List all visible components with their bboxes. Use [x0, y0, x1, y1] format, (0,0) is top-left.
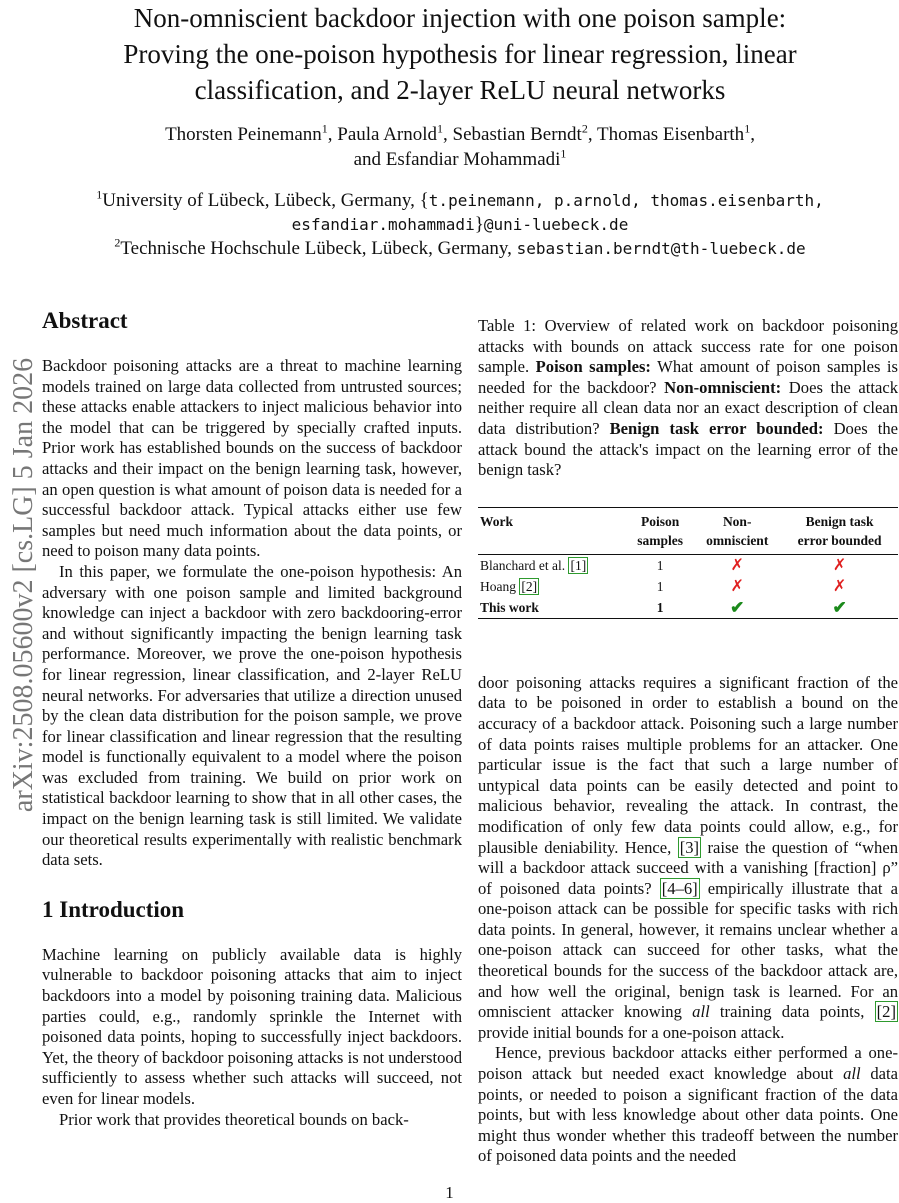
- table-row: [478, 554, 898, 576]
- introduction-heading: 1 Introduction: [42, 896, 185, 922]
- affiliation-1-cont: [40, 213, 880, 237]
- affiliation-2: [40, 237, 880, 261]
- header-text: samples: [637, 532, 684, 548]
- poison-count: 1: [656, 578, 664, 594]
- title-line-3: classification, and 2-layer ReLU neural networks: [194, 75, 726, 105]
- right-column: [478, 316, 898, 1167]
- intro-paragraph-3: [478, 1043, 898, 1167]
- citation-link[interactable]: [2]: [876, 1002, 897, 1022]
- author-berndt: , Sebastian Berndt: [443, 124, 582, 145]
- arxiv-identifier: arXiv:2508.05600v2 [cs.LG] 5 Jan 2026: [8, 357, 39, 813]
- cross-icon: ✗: [730, 577, 744, 595]
- citation-link[interactable]: [1]: [570, 557, 587, 573]
- check-icon: ✔: [693, 597, 781, 619]
- poison-count: 1: [627, 597, 693, 619]
- intro-paragraph-2-start: Prior work that provides theoretical bounds on back-: [59, 1109, 409, 1129]
- author-mohammadi: and Esfandiar Mohammadi: [353, 149, 561, 170]
- emphasis: all: [843, 1064, 861, 1084]
- work-name: This work: [478, 597, 627, 619]
- row-work: [478, 554, 627, 576]
- cross-icon: ✗: [832, 577, 847, 595]
- caption-text: Does the attack bound the attack's impact on the learning error of the benign task?: [478, 418, 898, 480]
- header-text: Benign task: [805, 513, 874, 529]
- caption-term: Non-omniscient:: [664, 377, 782, 397]
- header-text: Non-: [722, 513, 752, 529]
- citation-link[interactable]: [4–6]: [661, 878, 698, 898]
- table-row: [478, 597, 898, 619]
- affiliation-1: [40, 189, 880, 213]
- author-arnold: , Paula Arnold: [327, 124, 438, 145]
- author-list: [60, 122, 860, 172]
- table-header-row: [478, 507, 898, 554]
- emphasis: all: [692, 1002, 710, 1022]
- abstract-paragraph-2: In this paper, we formulate the one-poison hypothesis: An adversary with one poison sample and limited background knowledge can inject a backdoor with zero backdooring-error and without significantly impacting the benign learning task performance. Moreover, we prove the one-poison hypothesis for linear regression, linear classification, and 2-layer ReLU neural networks. For adversaries that utilize a direction unused by the clean data distribution for the poison sample, we prove for linear classification and linear regression that the resulting model is functionally equivalent to a model where the poison was excluded from training. We build on prior work on statistical backdoor learning to show that in all other cases, the impact on the benign learning task is still limited. We validate our theoretical results experimentally with realistic benchmark data sets.: [42, 561, 462, 870]
- header-poison: [627, 507, 693, 554]
- authors-line-1: [60, 122, 860, 147]
- affil-mark: 2: [581, 121, 588, 136]
- affil-mark: 1: [744, 121, 751, 136]
- cross-icon: ✗: [693, 554, 781, 576]
- row-work: [478, 576, 627, 597]
- affil-mark: 1: [321, 121, 328, 136]
- text-run: door poisoning attacks requires a significant fraction of the data to be poisoned in order to establish a bound on the accuracy of a backdoor attack. Poisoning such a large number of data points raises multiple problems for an attacker. One particular issue is the fact that such a large number of untypical data points can be easily detected and point to malicious behavior, revealing the attack. In contrast, the modification of only few data points could allow, e.g., for plausible deniability. Hence,: [478, 672, 898, 857]
- text-run: raise the question of “when will a backdoor attack succeed with a vanishing [fraction] ρ” of poisoned data points?: [478, 837, 899, 898]
- author-peinemann: Thorsten Peinemann: [165, 124, 322, 145]
- caption-text: Does the attack neither require all clean data nor an exact description of clean data distribution?: [478, 377, 898, 438]
- check-icon: ✔: [781, 597, 898, 619]
- affil-mark: 2: [114, 235, 121, 250]
- title-line-2: Proving the one-poison hypothesis for linear regression, linear: [123, 39, 797, 69]
- affiliation-2-email: sebastian.berndt@th-luebeck.de: [516, 239, 806, 258]
- affil-mark: 1: [560, 146, 567, 161]
- brace-close: }: [474, 214, 484, 235]
- affil-mark: 1: [96, 187, 103, 202]
- poison-count: 1: [627, 554, 693, 576]
- affiliation-1-domain: @uni-luebeck.de: [483, 215, 629, 234]
- header-text: Poison: [641, 513, 680, 529]
- header-non-omniscient: [693, 507, 781, 554]
- abstract-paragraph-1: Backdoor poisoning attacks are a threat to machine learning models trained on large data collected from untrusted sources; these attacks enable attackers to inject malicious behavior into the model that can be triggered by specially crafted inputs. Prior work has established bounds on the success of backdoor attacks and their impact on the benign learning task, however, an open question is what amount of poison data is needed for a successful backdoor attack. Typical attacks either use few samples but need much information about the data points, or need to poison many data points.: [42, 356, 462, 561]
- text-run: training data points,: [709, 1002, 875, 1022]
- title-line-1: Non-omniscient backdoor injection with one poison sample:: [133, 3, 787, 33]
- affiliations: [40, 189, 880, 261]
- text-run: empirically illustrate that a one-poison attack can be possible for specific tasks with rich data points. In general, however, it remains unclear whether a one-poison attack can succeed for other tasks, what the theoretical bounds for the success of the backdoor attack are, and how well the original, benign task is learned. For an omniscient attacker knowing: [478, 878, 899, 1022]
- affiliation-1-text: University of Lübeck, Lübeck, Germany, {: [102, 190, 429, 211]
- text-run: data points, or needed to poison a significant fraction of the data points, but with less knowledge about other data points. One might thus wonder whether this tradeoff between the number of poisoned data points and the needed: [478, 1064, 898, 1166]
- paper-title: [60, 0, 860, 108]
- text-run: provide initial bounds for a one-poison attack.: [478, 1022, 785, 1042]
- cross-icon: ✗: [781, 554, 898, 576]
- abstract-heading: Abstract: [42, 308, 128, 333]
- header-benign-error: [781, 507, 898, 554]
- affiliation-1-emails: t.peinemann, p.arnold, thomas.eisenbarth,: [428, 191, 824, 210]
- citation-link[interactable]: [2]: [521, 578, 538, 594]
- intro-paragraph-1: Machine learning on publicly available data is highly vulnerable to backdoor poisoning attacks that aim to inject backdoors into a model by poisoning training data. Malicious parties could, e.g., randomly sprinkle the Internet with poisoned data points, hoping to successfully inject backdoors. Yet, the theory of backdoor poisoning attacks is not understood sufficiently to assess whether such attacks will succeed, not even for linear models.: [42, 944, 462, 1108]
- caption-term: Poison samples:: [535, 357, 651, 377]
- table-row: [478, 576, 898, 597]
- table-spacer: [478, 619, 898, 673]
- header-work: Work: [478, 507, 627, 554]
- intro-paragraph-2-cont: [478, 673, 898, 1044]
- left-column: [42, 306, 462, 1130]
- arxiv-stamp: [2, 280, 42, 900]
- page-number: 1: [445, 1183, 454, 1202]
- authors-line-2: [60, 147, 860, 172]
- related-work-table: [478, 507, 898, 619]
- header-text: error bounded: [797, 532, 882, 548]
- affiliation-2-text: Technische Hochschule Lübeck, Lübeck, Germany,: [120, 238, 517, 259]
- affiliation-1-email-last: esfandiar.mohammadi: [291, 215, 475, 234]
- citation-link[interactable]: [3]: [679, 837, 700, 857]
- caption-lead: Table 1: Overview of related work on backdoor poisoning attacks with bounds on attack success rate for one poison sample.: [478, 316, 898, 377]
- author-eisenbarth: , Thomas Eisenbarth: [587, 124, 745, 145]
- work-name: Hoang: [480, 578, 520, 594]
- caption-term: Benign task error bounded:: [609, 418, 824, 438]
- affil-mark: 1: [437, 121, 444, 136]
- caption-text: What amount of poison samples is needed for the backdoor?: [478, 357, 898, 397]
- table-caption: [478, 316, 898, 481]
- text-run: Hence, previous backdoor attacks either performed a one-poison attack but needed exact knowledge about: [478, 1043, 898, 1084]
- header-text: omniscient: [706, 532, 769, 548]
- author-sep: ,: [750, 124, 755, 145]
- work-name: Blanchard et al.: [480, 557, 569, 573]
